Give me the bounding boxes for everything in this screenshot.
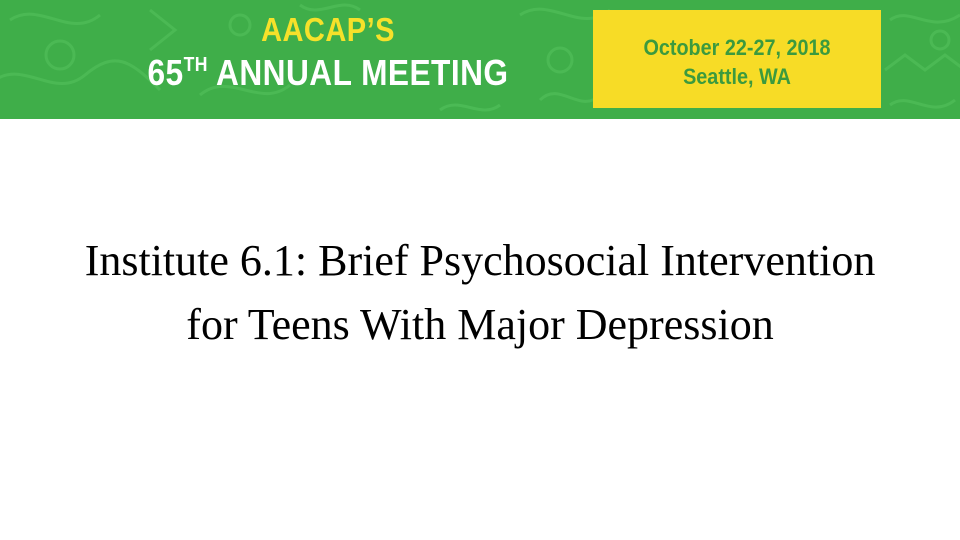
meeting-edition [143,50,513,96]
meeting-dates: October 22-27, 2018 [643,35,831,60]
meeting-organization: AACAP’S [261,11,395,48]
header-banner [0,0,960,119]
meeting-ordinal-suffix: TH [183,54,208,76]
meeting-location: Seattle, WA [683,64,791,89]
meeting-number: 65 [147,52,184,93]
meeting-title: ANNUAL MEETING [207,52,509,93]
date-location-box [593,10,881,108]
meeting-name [118,10,538,96]
slide-title: Institute 6.1: Brief Psychosocial Intervention for Teens With Major Depression [84,236,876,349]
